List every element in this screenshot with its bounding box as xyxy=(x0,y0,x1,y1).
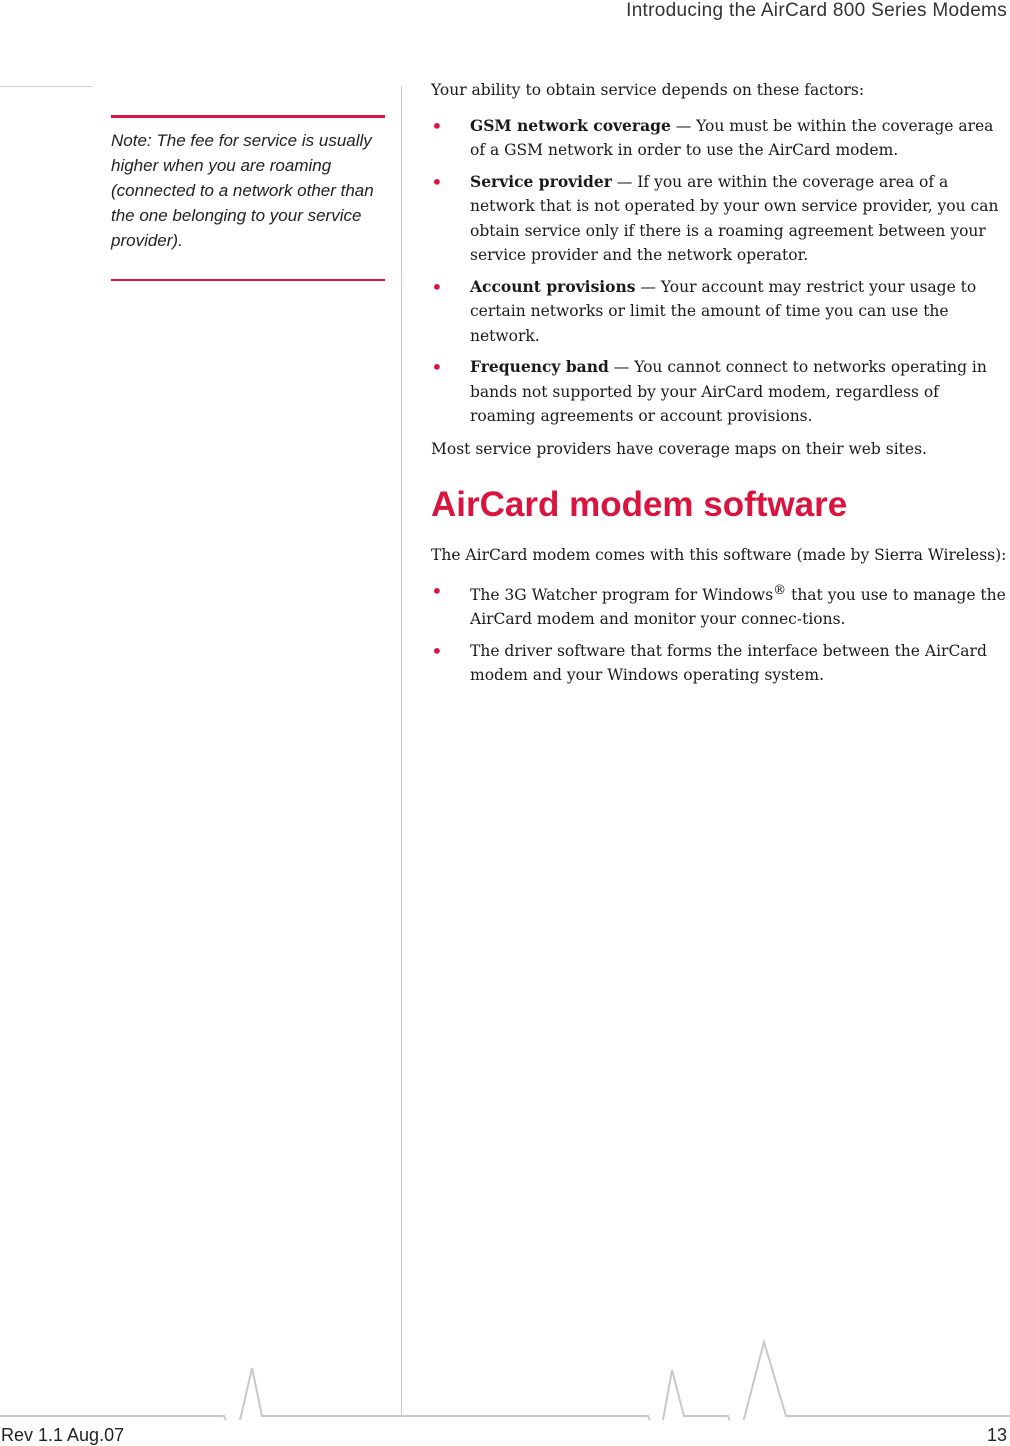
software-item-text: The 3G Watcher program for Windows xyxy=(470,585,774,604)
factor-term: Frequency band xyxy=(470,357,609,376)
list-item xyxy=(431,355,1009,429)
factor-text: You cannot connect to networks operating in bands not supported by your AirCard modem, regardless of roaming agreements or account provisions. xyxy=(470,358,987,425)
main-column xyxy=(431,78,1009,696)
column-divider xyxy=(401,86,402,1416)
list-item xyxy=(431,275,1009,349)
registered-mark: ® xyxy=(773,582,787,598)
bullet-icon: • xyxy=(431,274,443,299)
factor-text: You must be within the coverage area of a GSM network in order to use the AirCard modem. xyxy=(470,116,994,159)
section-heading: AirCard modem software xyxy=(431,485,848,524)
factors-intro: Your ability to obtain service depends on these factors: xyxy=(431,81,865,99)
em-dash: — xyxy=(608,358,635,376)
list-item xyxy=(431,114,1009,163)
bullet-icon: • xyxy=(431,355,443,379)
bullet-icon: • xyxy=(431,113,443,138)
revision-label: Rev 1.1 Aug.07 xyxy=(1,1425,125,1445)
bullet-icon: • xyxy=(431,578,443,603)
list-item xyxy=(431,170,1009,268)
software-intro: The AirCard modem comes with this software (made by Sierra Wireless): xyxy=(431,546,1007,564)
factor-term: GSM network coverage xyxy=(470,115,671,135)
em-dash: — xyxy=(670,116,697,135)
top-left-rule xyxy=(0,86,92,87)
em-dash: — xyxy=(635,277,661,296)
factor-text: Your account may restrict your usage to certain networks or limit the amount of time you can use the network. xyxy=(470,277,977,345)
margin-note-text: Note: The fee for service is usually higher when you are roaming (connected to a network other than the one belonging to your service provider). xyxy=(111,131,374,250)
factor-term: Account provisions xyxy=(470,276,636,296)
factor-term: Service provider xyxy=(470,171,612,191)
footer-waveform-icon xyxy=(0,1330,1010,1420)
bullet-icon: • xyxy=(431,638,443,663)
list-item xyxy=(431,579,1009,632)
running-header: Introducing the AirCard 800 Series Modems xyxy=(626,0,1007,21)
bullet-icon: • xyxy=(431,169,443,194)
margin-note xyxy=(111,115,385,281)
software-item-text: that you use to manage the AirCard modem and monitor your connec-tions. xyxy=(470,585,1006,629)
software-item-text: The driver software that forms the interface between the AirCard modem and your Windows operating system. xyxy=(470,641,987,685)
em-dash: — xyxy=(611,172,638,191)
software-list xyxy=(431,579,1009,688)
page-number: 13 xyxy=(986,1425,1007,1445)
coverage-maps-note: Most service providers have coverage maps on their web sites. xyxy=(431,439,927,458)
factor-list xyxy=(431,114,1009,429)
list-item xyxy=(431,639,1009,688)
factor-text: If you are within the coverage area of a network that is not operated by your own service provider, you can obtain service only if there is a roaming agreement between your service provider and the network operator. xyxy=(470,172,999,264)
